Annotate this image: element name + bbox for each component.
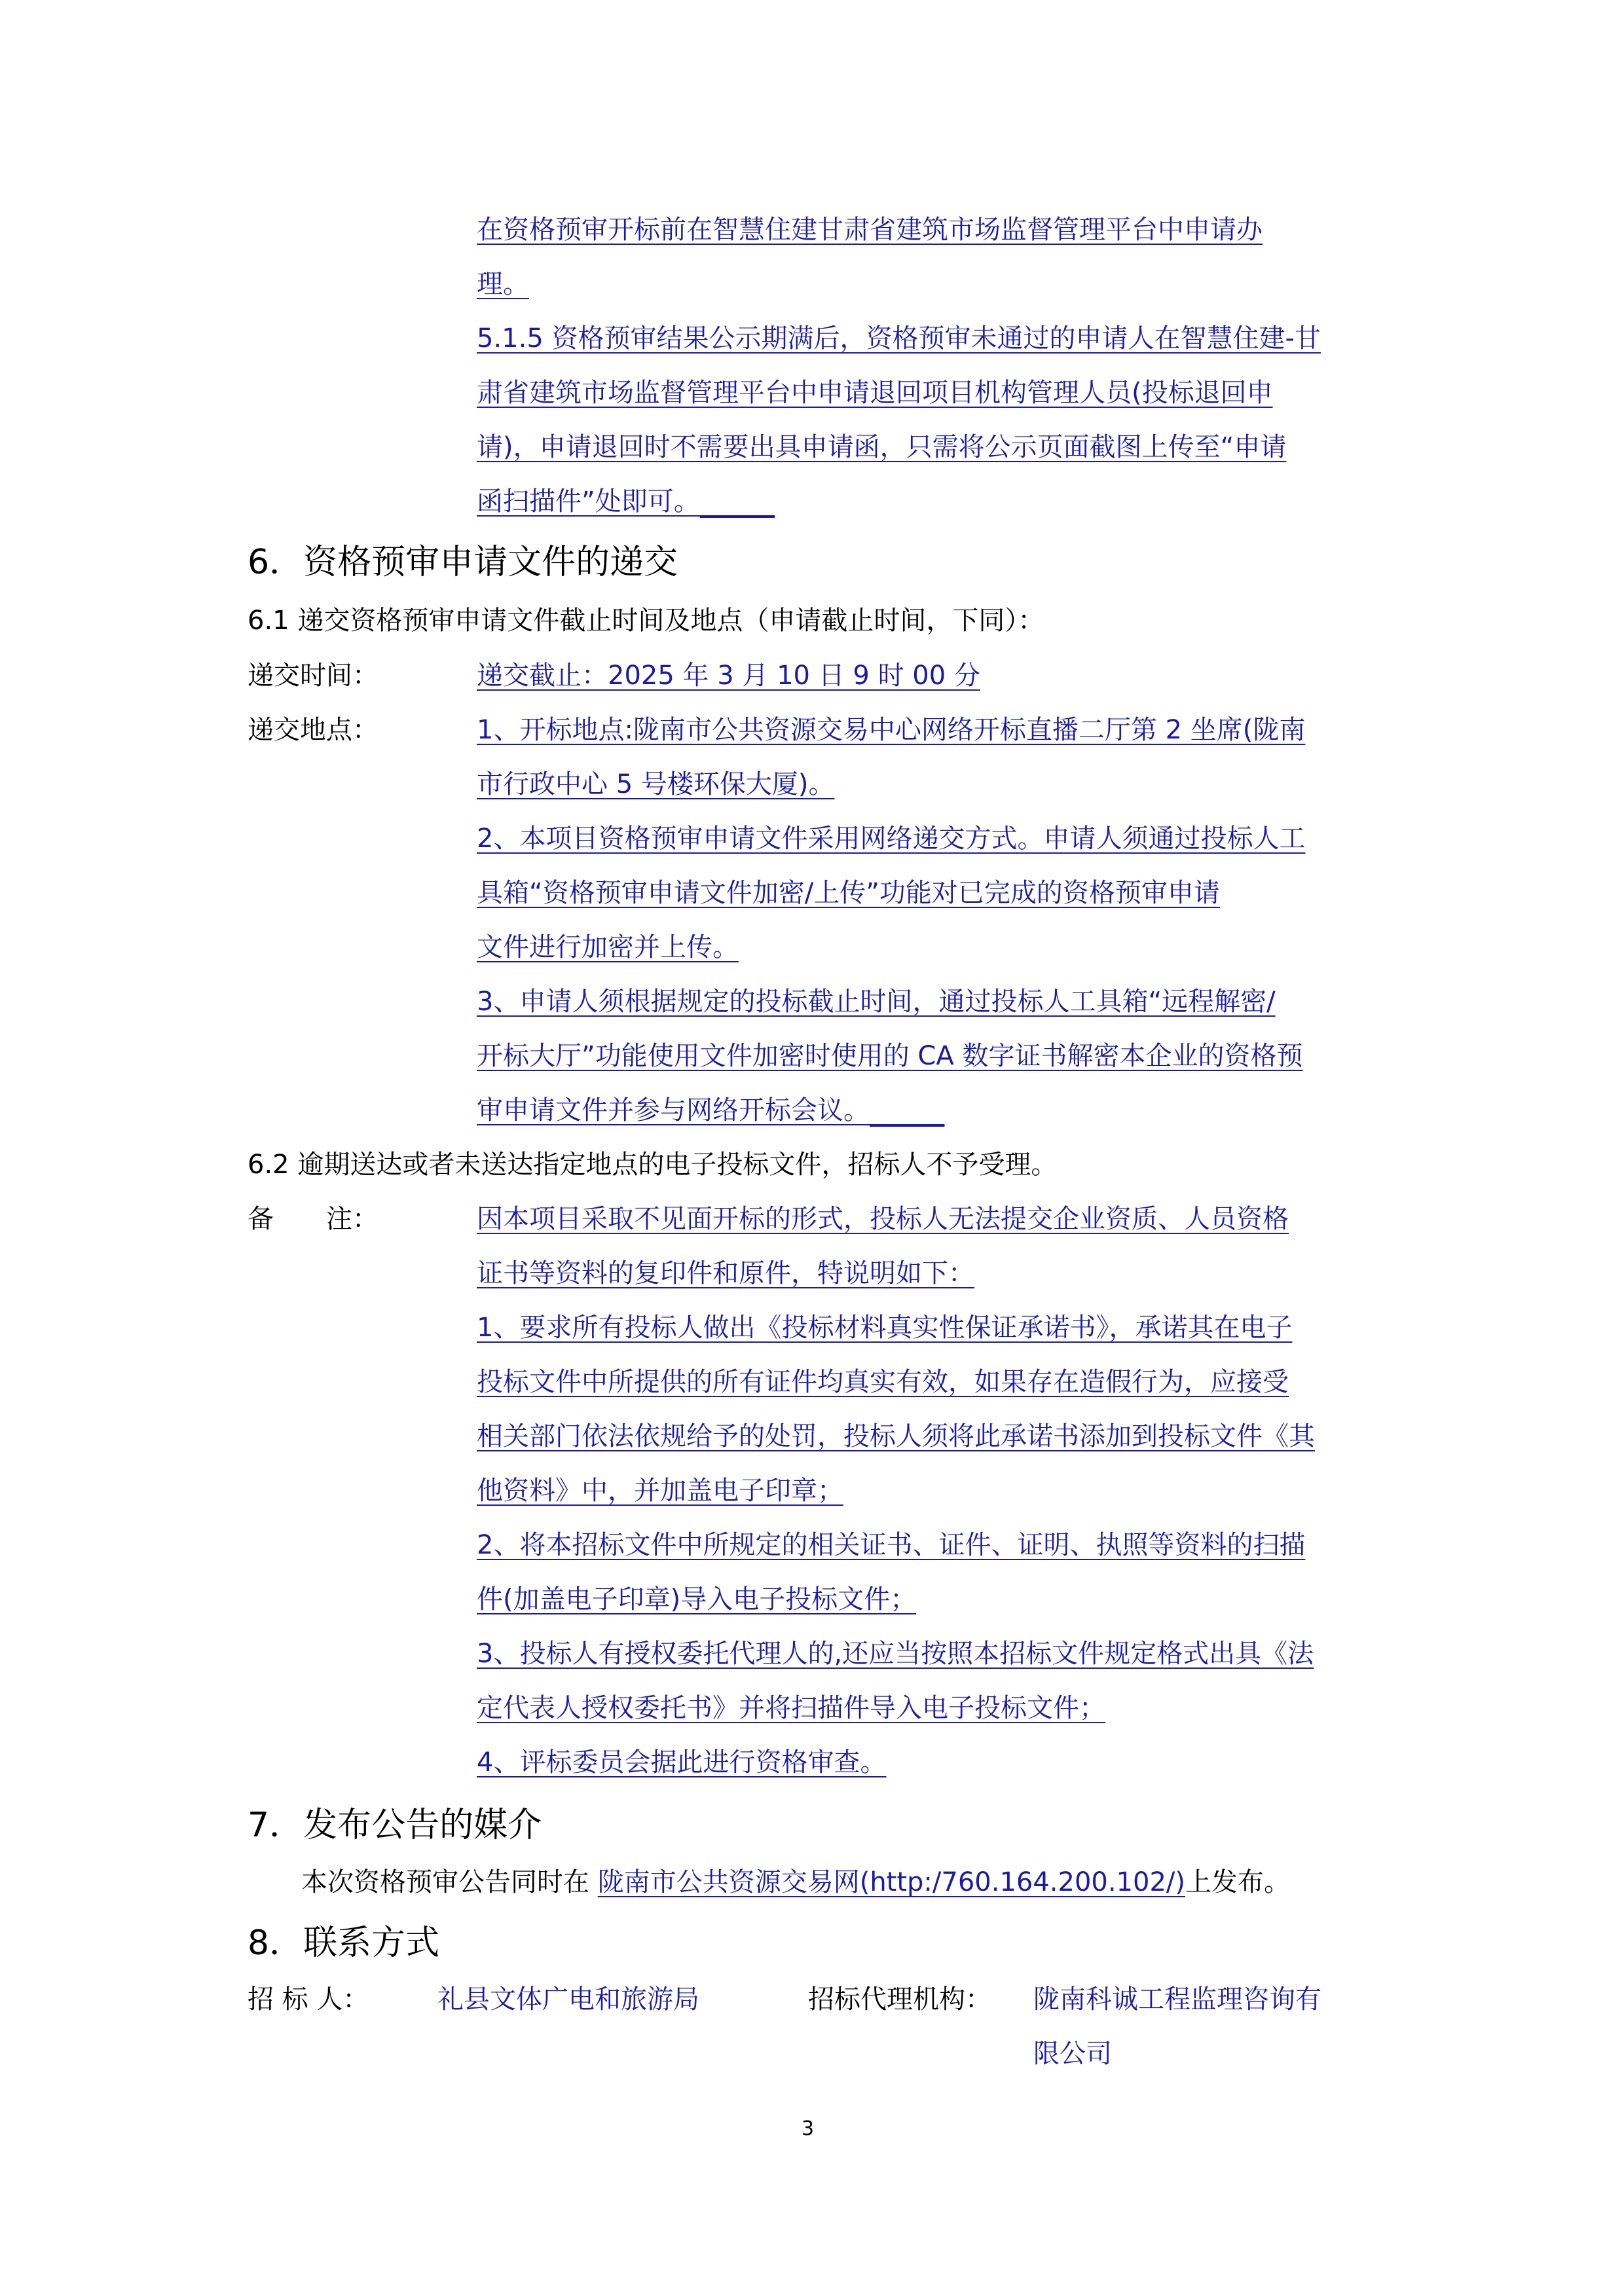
field-value: 开标大厅”功能使用文件加密时使用的 CA 数字证书解密本企业的资格预: [477, 1041, 1303, 1071]
field-label: 招标代理机构：: [808, 1984, 991, 2014]
field-value: 市行政中心 5 号楼环保大厦)。: [477, 769, 835, 799]
para-text: 请)，申请退回时不需要出具申请函，只需将公示页面截图上传至“申请: [477, 432, 1287, 462]
para-text: 函扫描件”处即可。: [477, 486, 700, 517]
field-value: 文件进行加密并上传。: [477, 932, 739, 962]
clause-text: 6.2 逾期送达或者未送达指定地点的电子投标文件，招标人不予受理。: [248, 1150, 1058, 1180]
note-text: 投标文件中所提供的所有证件均真实有效，如果存在造假行为，应接受: [477, 1367, 1289, 1397]
field-value: 礼县文体广电和旅游局: [437, 1984, 699, 2014]
field-value: 审申请文件并参与网络开标会议。: [477, 1095, 870, 1125]
note-text: 4、评标委员会据此进行资格审查。: [477, 1747, 887, 1777]
field-value: 1、开标地点:陇南市公共资源交易中心网络开标直播二厅第 2 坐席(陇南: [477, 715, 1306, 745]
field-value: 递交截止：2025 年 3 月 10 日 9 时 00 分: [477, 661, 980, 691]
field-value: 陇南科诚工程监理咨询有: [1033, 1984, 1321, 2014]
note-text: 3、投标人有授权委托代理人的,还应当按照本招标文件规定格式出具《法: [477, 1639, 1314, 1669]
para-text: 在资格预审开标前在智慧住建甘肃省建筑市场监督管理平台中申请办: [477, 215, 1263, 245]
field-value: 2、本项目资格预审申请文件采用网络递交方式。申请人须通过投标人工: [477, 824, 1306, 854]
publish-link[interactable]: 陇南市公共资源交易网(http:/760.164.200.102/): [597, 1867, 1186, 1897]
section-heading: 8．联系方式: [248, 1923, 440, 1963]
field-label: 招 标 人：: [248, 1984, 369, 2014]
note-text: 因本项目采取不见面开标的形式，投标人无法提交企业资质、人员资格: [477, 1204, 1289, 1234]
field-value: 3、申请人须根据规定的投标截止时间，通过投标人工具箱“远程解密/: [477, 987, 1276, 1017]
publish-text: 上发布。: [1185, 1867, 1291, 1897]
publish-text: 本次资格预审公告同时在: [301, 1867, 598, 1897]
section-heading: 7．发布公告的媒介: [248, 1806, 542, 1845]
para-text: 5.1.5 资格预审结果公示期满后，资格预审未通过的申请人在智慧住建-甘: [477, 323, 1321, 354]
note-text: 定代表人授权委托书》并将扫描件导入电子投标文件；: [477, 1693, 1105, 1723]
note-text: 证书等资料的复印件和原件，特说明如下：: [477, 1258, 974, 1288]
field-label: 递交时间：: [248, 661, 378, 691]
field-value: 具箱“资格预审申请文件加密/上传”功能对已完成的资格预审申请: [477, 878, 1220, 908]
field-label: 备 注：: [248, 1204, 378, 1234]
field-label: 递交地点：: [248, 715, 378, 745]
note-text: 2、将本招标文件中所规定的相关证书、证件、证明、执照等资料的扫描: [477, 1530, 1306, 1560]
publish-line: [301, 1864, 1290, 1901]
para-text: 肃省建筑市场监督管理平台中申请退回项目机构管理人员(投标退回申: [477, 378, 1273, 408]
para-text: 理。: [477, 269, 529, 299]
field-value: 限公司: [1033, 2039, 1112, 2069]
section-heading: 6．资格预审申请文件的递交: [248, 543, 678, 582]
clause-text: 6.1 递交资格预审申请文件截止时间及地点（申请截止时间，下同）：: [248, 606, 1044, 636]
note-text: 件(加盖电子印章)导入电子投标文件；: [477, 1584, 917, 1614]
page-number: 3: [802, 2117, 815, 2140]
note-text: 相关部门依法依规给予的处罚，投标人须将此承诺书添加到投标文件《其: [477, 1421, 1315, 1451]
note-text: 他资料》中，并加盖电子印章；: [477, 1476, 843, 1506]
note-text: 1、要求所有投标人做出《投标材料真实性保证承诺书》，承诺其在电子: [477, 1313, 1293, 1343]
